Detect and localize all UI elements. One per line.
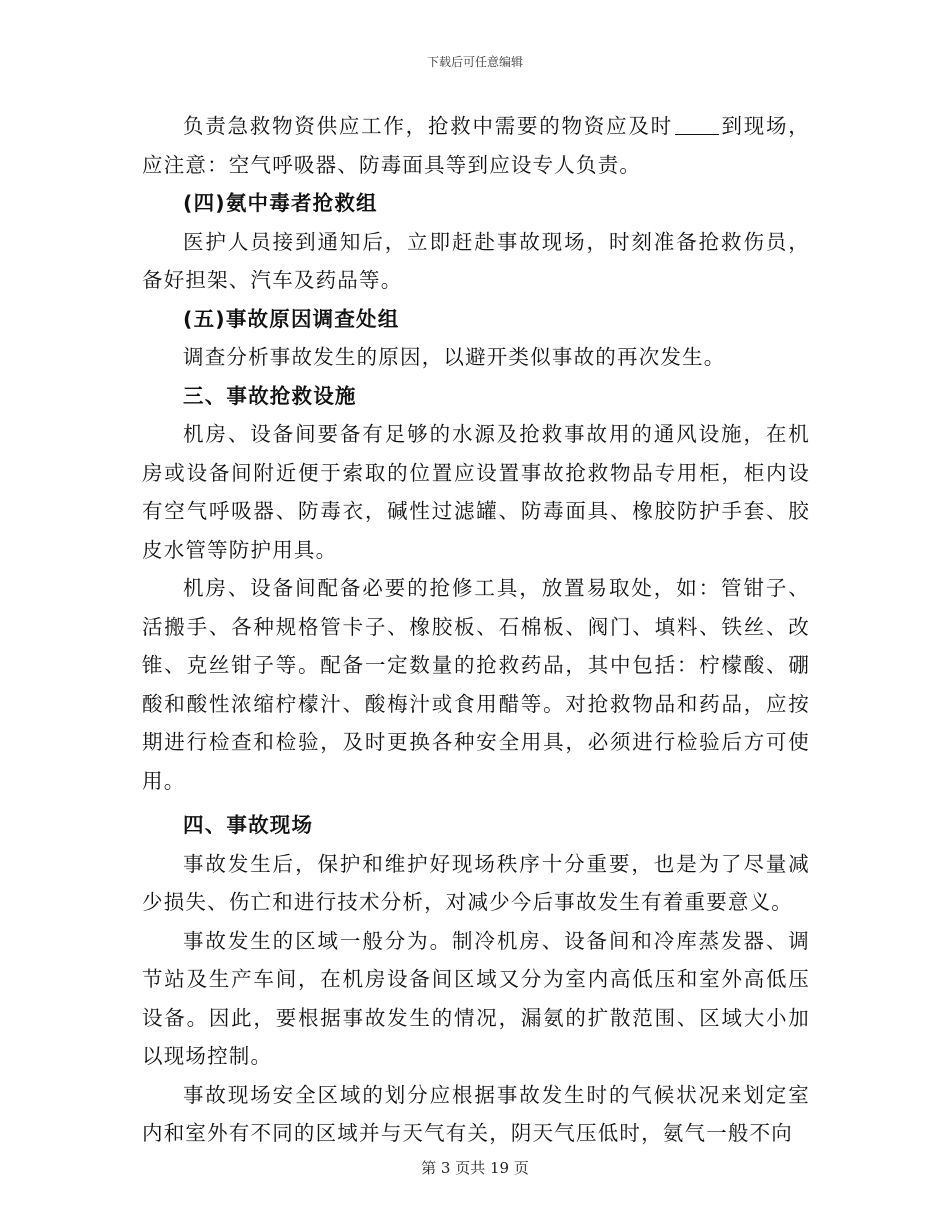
paragraph-supply-part2: 到现场，应注意：空气呼吸器、防毒面具等到应设专人负责。 — [142, 114, 810, 177]
page-header: 下载后可任意编辑 — [426, 55, 523, 69]
document-body — [142, 107, 810, 1153]
heading-section-4: 四、事故现场 — [183, 813, 314, 837]
paragraph-scene: 事故发生后，保护和维护好现场秩序十分重要，也是为了尽量减少损失、伤亡和进行技术分析，对减少今后事故发生有着重要意义。 — [142, 851, 810, 914]
page-number: 第 3 页共 19 页 — [421, 1159, 529, 1177]
heading-rescue-team: (四)氨中毒者抢救组 — [183, 191, 378, 215]
paragraph-tools: 机房、设备间配备必要的抢修工具，放置易取处，如：管钳子、活搬手、各种规格管卡子、橡胶板、石棉板、阀门、填料、铁丝、改锥、克丝钳子等。配备一定数量的抢救药品，其中包括：柠檬酸、硼酸和酸性浓缩柠檬汁、酸梅汁或食用醋等。对抢救物品和药品，应按期进行检查和检验，及时更换各种安全用具，必须进行检验后方可使用。 — [142, 576, 810, 793]
paragraph-supply — [142, 107, 810, 184]
paragraph-investigation: 调查分析事故发生的原因，以避开类似事故的再次发生。 — [183, 345, 726, 369]
paragraph-safety-zone: 事故现场安全区域的划分应根据事故发生时的气候状况来划定室内和室外有不同的区域并与天气有关，阴天气压低时，氨气一般不向 — [142, 1082, 810, 1145]
paragraph-supply-part1: 负责急救物资供应工作，抢救中需要的物资应及时 — [183, 114, 673, 138]
fill-in-blank — [675, 114, 719, 136]
paragraph-areas: 事故发生的区域一般分为。制冷机房、设备间和冷库蒸发器、调节站及生产车间，在机房设备间区域又分为室内高低压和室外高低压设备。因此，要根据事故发生的情况，漏氨的扩散范围、区域大小加以现场控制。 — [142, 928, 810, 1068]
paragraph-medical: 医护人员接到通知后，立即赶赴事故现场，时刻准备抢救伤员，备好担架、汽车及药品等。 — [142, 229, 810, 292]
heading-section-3: 三、事故抢救设施 — [183, 383, 357, 408]
heading-investigation-team: (五)事故原因调查处组 — [183, 306, 400, 331]
paragraph-facilities: 机房、设备间要备有足够的水源及抢救事故用的通风设施，在机房或设备间附近便于索取的位置应设置事故抢救物品专用柜，柜内设有空气呼吸器、防毒衣，碱性过滤罐、防毒面具、橡胶防护手套、胶皮水管等防护用具。 — [142, 422, 810, 562]
